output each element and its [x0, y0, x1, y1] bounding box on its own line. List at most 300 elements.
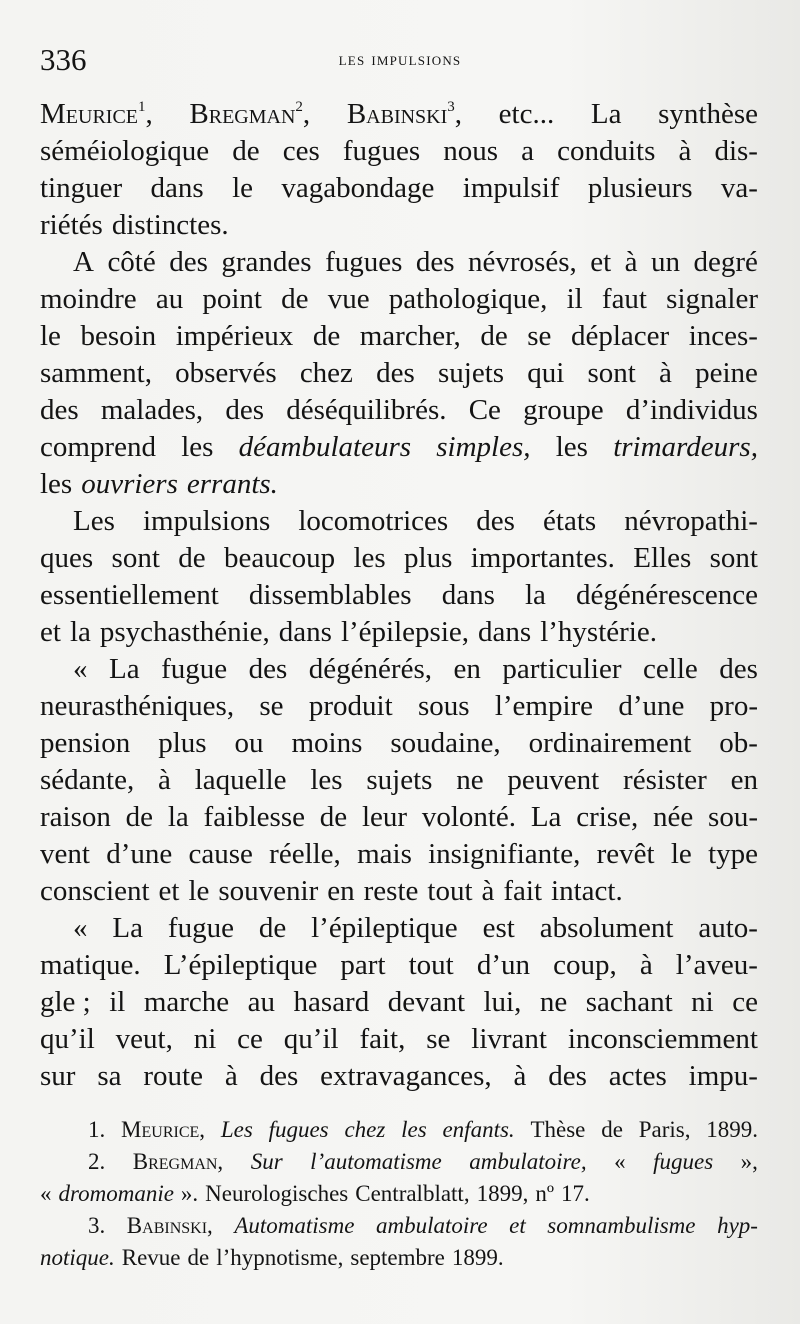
footnote-line — [40, 1114, 758, 1146]
word — [121, 1114, 205, 1146]
word — [88, 1146, 105, 1178]
word-text: sujets — [437, 357, 505, 389]
word-text: « — [614, 1149, 626, 1174]
word — [251, 1146, 283, 1178]
word-text: qui — [527, 357, 565, 389]
word-text: 17. — [560, 1181, 590, 1206]
word — [530, 1114, 585, 1146]
word-text: Les — [73, 505, 115, 537]
word-text: de — [178, 542, 206, 574]
word — [613, 429, 758, 466]
word — [717, 1210, 758, 1242]
word — [471, 540, 615, 577]
word-text: ob- — [719, 727, 758, 759]
running-title: les impulsions — [338, 49, 462, 70]
word-text: Automatisme — [234, 1213, 355, 1238]
footnote-line — [40, 1242, 758, 1274]
word-text: à — [678, 135, 692, 167]
word-text: besoin — [80, 320, 157, 352]
word-text: déplacer — [570, 320, 670, 352]
word-text: actes — [608, 1060, 667, 1092]
text-line — [40, 133, 758, 170]
word-text: livrant — [471, 1023, 547, 1055]
word-text: l’empire — [494, 690, 594, 722]
word-text: laquelle — [194, 764, 287, 796]
word — [143, 503, 270, 540]
word-text: à — [659, 357, 672, 389]
word — [691, 984, 714, 1021]
word-text: se — [259, 690, 284, 722]
word-text: la — [167, 801, 189, 833]
word — [40, 392, 79, 429]
word — [311, 910, 458, 947]
word — [40, 725, 130, 762]
text-line — [40, 96, 758, 133]
word — [576, 799, 638, 836]
word — [88, 1114, 105, 1146]
word — [442, 577, 495, 614]
word — [547, 1210, 695, 1242]
word — [478, 614, 531, 651]
word-text: gle ; — [40, 986, 91, 1018]
word-text: plus — [158, 727, 207, 759]
word — [40, 1178, 52, 1210]
word — [708, 836, 758, 873]
word-text: les — [40, 468, 73, 500]
word-text: particulier — [502, 653, 622, 685]
word-text: ». — [180, 1181, 199, 1206]
word — [416, 244, 455, 281]
word — [169, 244, 208, 281]
text-line — [40, 614, 758, 651]
word — [248, 984, 275, 1021]
word-text: sont — [587, 357, 636, 389]
word — [362, 799, 407, 836]
word-text: ou — [234, 727, 264, 759]
word-text: somnambulisme — [547, 1213, 696, 1238]
word-text: le — [232, 172, 254, 204]
word — [476, 503, 515, 540]
punctuation: , — [454, 98, 463, 130]
word-text: comprend — [40, 431, 156, 463]
word-text: coup, — [553, 949, 617, 981]
word — [100, 614, 270, 651]
word — [531, 799, 562, 836]
word — [106, 836, 172, 873]
word-text: dégénérescence — [576, 579, 758, 611]
word-text: raison — [40, 801, 111, 833]
footnote-line — [40, 1210, 758, 1242]
page-header — [40, 40, 760, 80]
word-text: essentiellement — [40, 579, 219, 611]
word-text: à — [158, 764, 171, 796]
word — [281, 170, 434, 207]
word — [151, 170, 204, 207]
word-text: pathologique, — [388, 283, 548, 315]
word — [671, 836, 692, 873]
word — [235, 725, 264, 762]
word-text: synthèse — [658, 98, 758, 130]
word — [281, 281, 308, 318]
word — [284, 1021, 339, 1058]
word — [551, 873, 623, 910]
word — [300, 355, 353, 392]
word-text: Neurologisches — [205, 1181, 349, 1206]
word — [216, 1242, 343, 1274]
word-text: états — [543, 505, 597, 537]
word — [260, 1058, 299, 1095]
word — [328, 281, 370, 318]
word — [576, 577, 758, 614]
word-text: septembre — [350, 1245, 445, 1270]
word-text: A — [73, 246, 94, 278]
word — [643, 651, 698, 688]
word-text: névropathi- — [624, 505, 758, 537]
word — [469, 392, 501, 429]
word-text: faiblesse — [203, 801, 305, 833]
word-text: distinctes. — [111, 209, 229, 241]
word-text: qu’il — [283, 1023, 339, 1055]
word — [364, 873, 419, 910]
word — [40, 96, 153, 133]
word-text: route — [143, 1060, 203, 1092]
word — [591, 96, 622, 133]
word — [40, 281, 137, 318]
word-text: est — [482, 912, 515, 944]
word — [443, 133, 498, 170]
word — [535, 1178, 554, 1210]
word-text: les — [310, 764, 343, 796]
word-text: impérieux — [175, 320, 294, 352]
word — [540, 984, 567, 1021]
word — [175, 355, 276, 392]
word — [259, 910, 286, 947]
word-text: de — [258, 912, 287, 944]
word — [156, 281, 183, 318]
word-text: signaler — [666, 283, 758, 315]
word — [409, 947, 454, 984]
word — [40, 873, 150, 910]
word-text: produit — [308, 690, 393, 722]
word-text: les — [181, 431, 214, 463]
word — [249, 577, 412, 614]
word — [602, 281, 647, 318]
word-text: souvenir — [218, 875, 319, 907]
word — [112, 540, 160, 577]
word-text: point — [202, 283, 262, 315]
text-line — [40, 947, 758, 984]
word-text: soudaine, — [390, 727, 501, 759]
word — [81, 466, 178, 503]
word — [40, 1021, 95, 1058]
word — [626, 392, 758, 429]
word-text: fait, — [359, 1023, 406, 1055]
word — [40, 614, 61, 651]
word-text: le — [670, 838, 692, 870]
word — [353, 540, 385, 577]
word — [482, 873, 495, 910]
word-text: cause — [188, 838, 253, 870]
word — [710, 540, 758, 577]
word — [40, 577, 219, 614]
word-text: des — [376, 357, 415, 389]
word-text: dans — [441, 579, 495, 611]
word — [694, 244, 758, 281]
text-line — [40, 651, 758, 688]
word — [540, 614, 657, 651]
punctuation: , — [145, 98, 153, 130]
word-text: des — [548, 1060, 587, 1092]
word — [269, 1114, 329, 1146]
word — [181, 1178, 198, 1210]
word-text: ambulatoire — [375, 1213, 488, 1238]
word — [40, 466, 72, 503]
word-text: se — [527, 320, 552, 352]
word-text: sous — [417, 690, 470, 722]
word — [376, 355, 415, 392]
word — [614, 1146, 626, 1178]
word — [112, 910, 143, 947]
word — [404, 540, 452, 577]
word-text: « — [73, 912, 88, 944]
word-text: d’une — [106, 838, 173, 870]
word-text: 1899. — [706, 1117, 758, 1142]
word-text: etc... — [498, 98, 555, 130]
word — [80, 318, 156, 355]
word-text: psychasthénie, — [99, 616, 270, 648]
word-text: dissemblables — [248, 579, 412, 611]
word — [625, 244, 638, 281]
word-text: de — [187, 1245, 210, 1270]
word-text: notique. — [40, 1245, 115, 1270]
word-text: déséquilibrés. — [286, 394, 447, 426]
word-text: L’épileptique — [163, 949, 318, 981]
word — [224, 540, 335, 577]
word-text: résister — [623, 764, 707, 796]
word — [341, 614, 469, 651]
word — [225, 1058, 238, 1095]
word-text: les — [401, 1117, 427, 1142]
word — [325, 244, 402, 281]
word-text: La — [530, 801, 562, 833]
word — [73, 503, 115, 540]
word-text: marche — [143, 986, 230, 1018]
word-text: ni — [691, 986, 714, 1018]
footnotes — [40, 1114, 758, 1274]
text-line — [40, 1021, 758, 1058]
word-text: se — [426, 1023, 451, 1055]
word-text: au — [155, 283, 184, 315]
word-text: peuvent — [507, 764, 600, 796]
text-line — [40, 688, 758, 725]
word-text: revêt — [596, 838, 655, 870]
word — [279, 614, 332, 651]
word — [221, 244, 311, 281]
word — [320, 799, 347, 836]
word-text: veut, — [115, 1023, 173, 1055]
word — [232, 133, 259, 170]
word-text: fugues — [325, 246, 403, 278]
text-line — [40, 244, 758, 281]
word — [73, 651, 88, 688]
word-text: enfants. — [442, 1117, 515, 1142]
word — [710, 688, 758, 725]
word-text: nous — [443, 135, 499, 167]
word-text: ambulatoire, — [469, 1149, 587, 1174]
word-text: pro- — [709, 690, 758, 722]
word — [548, 1058, 587, 1095]
word-text: riétés — [40, 209, 103, 241]
word — [101, 392, 203, 429]
word — [158, 725, 206, 762]
word-text: va- — [720, 172, 758, 204]
text-line — [40, 577, 758, 614]
word-text: impulsif — [462, 172, 560, 204]
word — [202, 281, 262, 318]
word — [469, 1146, 586, 1178]
word-text: fugues — [342, 135, 421, 167]
word-text: moins — [291, 727, 363, 759]
text-line — [40, 725, 758, 762]
word-text: conduits — [557, 135, 656, 167]
word — [401, 1114, 427, 1146]
word — [597, 836, 655, 873]
word — [376, 1210, 488, 1242]
word-text: dans — [278, 616, 332, 648]
word — [40, 170, 122, 207]
word-text: sachant — [585, 986, 673, 1018]
word-text: hasard — [293, 986, 370, 1018]
word-text: ouvriers — [81, 468, 178, 500]
text-line — [40, 799, 758, 836]
word-text: conscient — [40, 875, 150, 907]
word-text: réelle, — [269, 838, 341, 870]
word — [158, 762, 171, 799]
word-text: la — [69, 616, 91, 648]
word-text: devant — [387, 986, 466, 1018]
word-text: 1899, — [476, 1181, 529, 1206]
word-text: vent — [40, 838, 90, 870]
word-text: névrosés, — [468, 246, 577, 278]
text-line — [40, 910, 758, 947]
word — [143, 1058, 203, 1095]
word-text: impu- — [688, 1060, 758, 1092]
word-text: de — [480, 320, 508, 352]
word — [521, 133, 534, 170]
word — [194, 1021, 217, 1058]
word — [557, 133, 655, 170]
word — [588, 170, 693, 207]
footnote-ref: 2 — [295, 99, 303, 115]
word-text: des — [169, 246, 208, 278]
word — [109, 984, 125, 1021]
word — [178, 540, 205, 577]
word — [477, 947, 530, 984]
word — [601, 1114, 623, 1146]
text-line — [40, 207, 758, 244]
word — [340, 947, 385, 984]
footnote-ref: 3 — [447, 99, 455, 115]
word — [695, 355, 758, 392]
word — [571, 318, 669, 355]
page-number: 336 — [40, 42, 87, 77]
word — [204, 799, 305, 836]
word — [70, 614, 91, 651]
word — [286, 392, 446, 429]
word — [127, 1210, 213, 1242]
word — [40, 1058, 75, 1095]
word — [40, 688, 234, 725]
word-text: lui, — [483, 986, 522, 1018]
word-text: plusieurs — [587, 172, 693, 204]
word-text: crise, — [576, 801, 639, 833]
word-text: fugue — [161, 653, 228, 685]
word — [471, 1021, 547, 1058]
word — [456, 762, 483, 799]
word — [509, 1210, 526, 1242]
word — [507, 762, 599, 799]
word-text: errants. — [186, 468, 278, 500]
word-text: sa — [97, 1060, 122, 1092]
word — [561, 1178, 590, 1210]
word — [159, 873, 180, 910]
word-text: un — [651, 246, 681, 278]
word-text: des — [248, 653, 288, 685]
word-text: simples, — [436, 431, 531, 463]
word-text: l’aveu- — [675, 949, 758, 981]
word-text: chez — [344, 1117, 386, 1142]
word — [666, 281, 758, 318]
word-text: faut — [601, 283, 647, 315]
word-text: groupe — [523, 394, 604, 426]
word-text: des — [415, 246, 455, 278]
word-text: et — [590, 246, 612, 278]
word-text: part — [340, 949, 386, 981]
word — [567, 281, 583, 318]
word-text: des — [225, 394, 265, 426]
word — [188, 873, 209, 910]
word — [442, 1114, 514, 1146]
word — [706, 1114, 758, 1146]
word-text: à — [624, 246, 638, 278]
word — [359, 1021, 405, 1058]
word-text: grandes — [221, 246, 312, 278]
word — [225, 392, 264, 429]
word-text: inconsciemment — [567, 1023, 758, 1055]
word-text: mais — [357, 838, 412, 870]
word-text: déambulateurs — [238, 431, 412, 463]
word-text: Sur — [250, 1149, 283, 1174]
word — [676, 947, 758, 984]
word-text: fugue — [167, 912, 234, 944]
word-text: de — [281, 283, 309, 315]
word-text: sou- — [708, 801, 758, 833]
word-text: sédante, — [40, 764, 135, 796]
word — [122, 1242, 181, 1274]
word-text: La — [590, 98, 622, 130]
word-text: a — [521, 135, 535, 167]
word — [732, 984, 758, 1021]
word — [40, 984, 91, 1021]
text-line — [40, 540, 758, 577]
punctuation: , — [302, 98, 311, 130]
word — [357, 836, 412, 873]
text-line — [40, 392, 758, 429]
word-text: chez — [299, 357, 353, 389]
word-text: les — [353, 542, 386, 574]
word-text: 3. — [88, 1213, 106, 1238]
text-line — [40, 762, 758, 799]
